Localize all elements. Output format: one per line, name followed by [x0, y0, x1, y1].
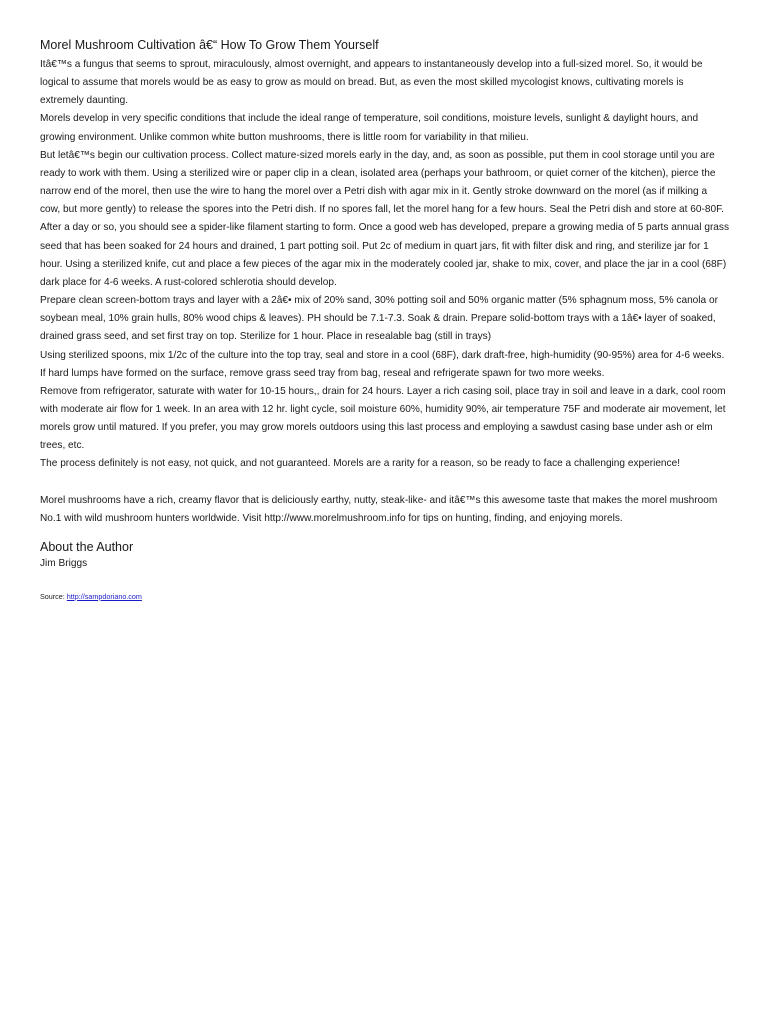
paragraph-trays: Prepare clean screen-bottom trays and layer with a 2â€• mix of 20% sand, 30% potting soil and 50% organic matter (5% sphagnum moss, 5% canola or soybean meal, 10% grain hulls, 80% wood chips & leaves). PH should be 7.1-7.3. Soak & drain. Prepare solid-bottom trays with a 1â€• layer of soaked, drained grass seed, and set first tray on top. Sterilize for 1 hour. Place in resealable bag (still in trays) [40, 295, 718, 343]
paragraph-culture: Using sterilized spoons, mix 1/2c of the culture into the top tray, seal and store in a cool (68F), dark draft-free, high-humidity (90-95%) area for 4-6 weeks. If hard lumps have formed on the surface, remove grass seed tray from bag, reseal and refrigerate spawn for two more weeks. [40, 349, 725, 379]
source-line [40, 592, 730, 602]
source-label: Source: [40, 591, 67, 601]
paragraph-closing: Morel mushrooms have a rich, creamy flavor that is deliciously earthy, nutty, steak-like- and itâ€™s this awesome taste that makes the morel mushroom No.1 with wild mushroom hunters worldwide. Visit http://www.morelmushroom.info for tips on hunting, finding, and enjoying morels. [40, 494, 718, 524]
document-title: Morel Mushroom Cultivation â€“ How To Grow Them Yourself [40, 38, 379, 52]
paragraph-fruiting: Remove from refrigerator, saturate with water for 10-15 hours,, drain for 24 hours. Layer a rich casing soil, place tray in soil and leave in a dark, cool room with moderate air flow for 1 week. In an area with 12 hr. light cycle, soil moisture 60%, humidity 90%, air temperature 75F and moderate air movement, let morels grow until matured. If you prefer, you may grow morels outdoors using this last process and employing a sawdust casing base under ash or elm trees, etc. [40, 385, 726, 452]
paragraph-intro: Itâ€™s a fungus that seems to sprout, miraculously, almost overnight, and appears to instantaneously develop into a full-sized morel. So, it would be logical to assume that morels would be as easy to grow as mould on bread. But, as even the most skilled mycologist knows, cultivating morels is extremely daunting. [40, 59, 703, 107]
paragraph-conclusion: The process definitely is not easy, not quick, and not guaranteed. Morels are a rarity for a reason, so be ready to face a challenging experience! [40, 458, 681, 470]
paragraph-growing-media: After a day or so, you should see a spider-like filament starting to form. Once a good web has developed, prepare a growing media of 5 parts annual grass seed that has been soaked for 24 hours and drained, 1 part potting soil. Put 2c of medium in quart jars, fit with filter disk and ring, and sterilize jar for 1 hour. Using a sterilized knife, cut and place a few pieces of the agar mix in the moderately cooled jar, shake to mix, cover, and place the jar in a cool (68F) dark place for 4-6 weeks. A rust-colored schlerotia should develop. [40, 222, 730, 288]
paragraph-spacer [40, 474, 730, 492]
paragraph-conditions: Morels develop in very specific conditions that include the ideal range of temperature, soil conditions, moisture levels, sunlight & daylight hours, and growing environment. Unlike common white button mushrooms, there is little room for variability in that milieu. [40, 113, 699, 143]
paragraph-spore-collection: But letâ€™s begin our cultivation process. Collect mature-sized morels early in the day, and, as soon as possible, put them in cool storage until you are ready to work with them. Using a sterilized wire or paper clip in a clean, isolated area (perhaps your bathroom, or quiet corner of the kitchen), pierce the narrow end of the morel, then use the wire to hang the morel over a Petri dish with agar mix in it. Gently stroke downward on the morel (as if milking a cow, but more gently) to release the spores into the Petri dish. If no spores fall, let the morel hang for a few hours. Seal the Petri dish and store at 60-80F. [40, 149, 724, 216]
about-author-heading: About the Author [40, 539, 134, 554]
document-page [40, 36, 730, 602]
author-name: Jim Briggs [40, 557, 88, 569]
source-link[interactable]: http://sampdoriano.com [66, 591, 142, 601]
